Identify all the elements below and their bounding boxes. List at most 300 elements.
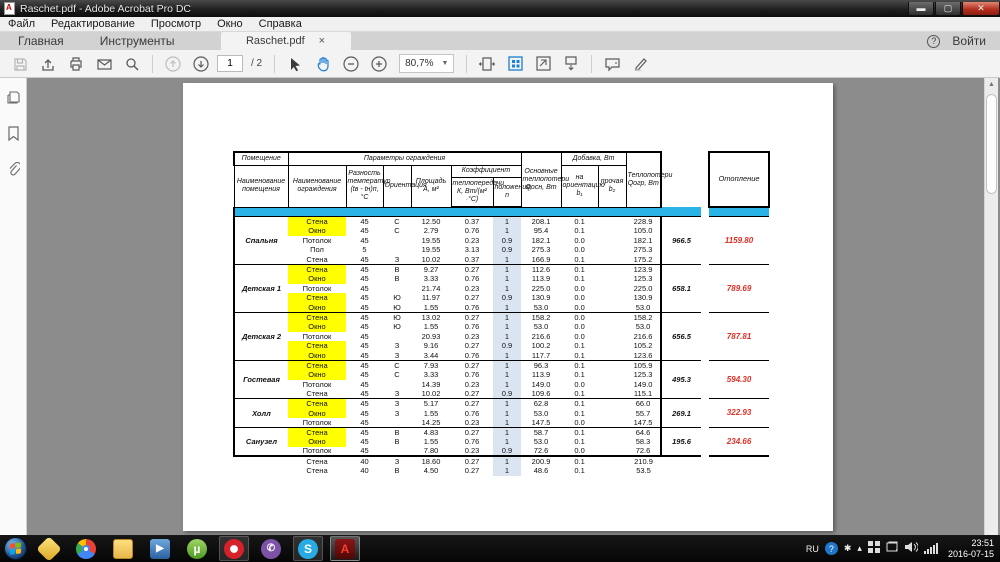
qosn-cell: 112.6: [521, 265, 561, 275]
k-cell: 0.27: [464, 293, 480, 303]
area-cell: 5.17: [411, 399, 451, 409]
qosn-cell: 158.2: [521, 313, 561, 323]
taskbar-explorer-icon[interactable]: [108, 536, 138, 561]
b2-cell: [598, 399, 626, 409]
orient-cell: [383, 332, 411, 342]
heating-total-cell: 322.93: [709, 399, 769, 428]
qogr-cell: 216.6: [626, 332, 661, 342]
group-total-cell: 495.3: [661, 361, 701, 399]
qogr-cell: 125.3: [626, 274, 661, 284]
area-cell: 20.93: [421, 331, 441, 341]
b1-cell: 0.1: [574, 466, 585, 476]
k-cell: 0.27: [464, 389, 480, 399]
n-cell: 1: [493, 313, 521, 323]
b1-cell: 0.1: [574, 437, 585, 447]
qosn-cell: 96.3: [521, 361, 561, 371]
qogr-cell: 58.3: [626, 437, 661, 447]
close-button[interactable]: ✕: [962, 2, 1000, 16]
email-icon[interactable]: [92, 53, 116, 75]
b1-cell: 0.1: [574, 408, 585, 418]
k-cell: 0.23: [464, 417, 480, 427]
area-cell: 13.02: [411, 313, 451, 323]
qogr-cell: 115.1: [626, 389, 661, 399]
k-cell: 0.27: [451, 265, 493, 275]
b1-cell: 0.1: [561, 428, 598, 438]
orient-cell: В: [394, 466, 400, 476]
heating-total-cell: 594.30: [709, 361, 769, 399]
comment-icon[interactable]: [600, 53, 624, 75]
speaker-icon[interactable]: [904, 540, 918, 558]
dt-cell: 45: [346, 361, 383, 371]
n-cell: 1: [493, 303, 521, 313]
spacer-cell: [701, 207, 709, 217]
n-cell: 0.9: [493, 293, 521, 303]
n-cell: 1: [493, 284, 521, 294]
b2-cell: [598, 447, 626, 457]
area-cell: 1.55: [423, 322, 439, 332]
k-cell: 0.23: [464, 379, 480, 389]
n-cell: 0.9: [493, 447, 521, 457]
share-upload-icon[interactable]: [36, 53, 60, 75]
qogr-cell: 175.2: [626, 255, 661, 265]
qosn-cell: 166.9: [531, 254, 551, 264]
qogr-cell: 228.9: [626, 217, 661, 227]
header-params-group: Параметры ограждения: [288, 152, 521, 165]
n-cell: 1: [493, 255, 521, 265]
spacer-cell: [701, 313, 709, 361]
qogr-cell: 158.2: [626, 313, 661, 323]
n-cell: 1: [493, 456, 521, 466]
scrollbar-thumb[interactable]: [986, 94, 997, 194]
n-cell: 1: [493, 370, 521, 380]
room-name-cell: Детская 1: [234, 265, 288, 313]
acrobat-document-icon: [4, 2, 15, 15]
b1-cell: 0.0: [574, 235, 585, 245]
taskbar-acrobat-icon[interactable]: A: [330, 536, 360, 561]
heating-total-cell: 1159.80: [709, 217, 769, 265]
qogr-cell: 123.6: [626, 351, 661, 361]
search-icon[interactable]: [120, 53, 144, 75]
save-icon[interactable]: [8, 53, 32, 75]
tray-date: 2016-07-15: [947, 548, 994, 559]
spacer-cell: [701, 217, 709, 265]
menu-view[interactable]: Просмотр: [150, 18, 202, 30]
group-total-cell: 195.6: [661, 428, 701, 457]
b2-cell: [598, 274, 626, 284]
b1-cell: 0.1: [561, 399, 598, 409]
taskbar-yellow-app-icon[interactable]: [34, 536, 64, 561]
b1-cell: 0.1: [574, 456, 585, 466]
next-page-icon[interactable]: [189, 53, 213, 75]
qosn-cell: 225.0: [531, 283, 551, 293]
qogr-cell: 105.9: [626, 361, 661, 371]
k-cell: 0.27: [451, 428, 493, 438]
chevron-down-icon: ▼: [441, 60, 449, 67]
b2-cell: [598, 217, 626, 227]
b1-cell: 0.1: [574, 254, 585, 264]
spacer-cell: [701, 456, 709, 466]
qosn-cell: 62.8: [521, 399, 561, 409]
taskbar-viber-icon[interactable]: ✆: [256, 536, 286, 561]
area-cell: 9.27: [411, 265, 451, 275]
area-cell: 1.55: [423, 437, 439, 447]
taskbar-media-player-icon[interactable]: ▶: [145, 536, 175, 561]
area-cell: 19.55: [421, 245, 441, 255]
area-cell: 7.80: [411, 447, 451, 457]
orient-cell: [383, 418, 411, 428]
tray-app-icon[interactable]: ✱: [843, 543, 852, 553]
table-row: [234, 428, 769, 438]
qosn-cell: 48.6: [533, 466, 549, 476]
tray-clock[interactable]: [944, 538, 994, 560]
qogr-cell: 149.0: [626, 380, 661, 390]
spacer-cell: [701, 361, 709, 399]
qogr-cell: 55.7: [626, 408, 661, 418]
b2-cell: [598, 293, 626, 303]
orient-cell: С: [394, 370, 400, 380]
b2-cell: [598, 389, 626, 399]
zoom-level-dropdown[interactable]: [399, 54, 454, 73]
room-name-cell: Холл: [234, 399, 288, 428]
fit-page-icon[interactable]: [503, 53, 527, 75]
help-icon[interactable]: ?: [927, 35, 940, 48]
previous-page-icon[interactable]: [161, 53, 185, 75]
menu-help[interactable]: Справка: [258, 18, 302, 30]
k-cell: 0.27: [451, 313, 493, 323]
taskbar: [0, 535, 1000, 562]
room-name-cell: Санузел: [234, 428, 288, 457]
n-cell: 1: [493, 226, 521, 236]
dt-cell: 45: [346, 399, 383, 409]
k-cell: 0.76: [464, 302, 480, 312]
b2-cell: [598, 226, 626, 236]
n-cell: 1: [493, 265, 521, 275]
dt-cell: 45: [360, 341, 369, 351]
b1-cell: 0.1: [574, 389, 585, 399]
orient-cell: Ю: [383, 313, 411, 323]
zoom-out-icon[interactable]: [339, 53, 363, 75]
construction-cell: Потолок: [302, 283, 332, 293]
qosn-cell: 216.6: [531, 331, 551, 341]
b1-cell: 0.1: [574, 341, 585, 351]
header-dt: Разность температур (tв - tн)п, °С: [346, 165, 383, 207]
language-indicator[interactable]: RU: [805, 543, 819, 554]
group-total-cell: [661, 456, 701, 466]
construction-cell: Стена: [306, 456, 328, 466]
area-cell: 3.33: [423, 370, 439, 380]
header-ogr: Наименование ограждения: [288, 165, 346, 207]
pdf-page: [183, 83, 833, 531]
b1-cell: 0.0: [574, 293, 585, 303]
construction-cell: Потолок: [302, 331, 332, 341]
construction-cell: Потолок: [302, 235, 332, 245]
header-area: Площадь А, м²: [411, 165, 451, 207]
dt-cell: 45: [360, 293, 369, 303]
taskbar-utorrent-icon[interactable]: µ: [182, 536, 212, 561]
table-row: [234, 313, 769, 323]
construction-cell: Окно: [288, 370, 346, 380]
header-b1: на ориентацию b₁: [561, 165, 598, 207]
b1-cell: 0.1: [561, 217, 598, 227]
start-button[interactable]: [4, 537, 27, 560]
dt-cell: 45: [360, 408, 369, 418]
orient-cell: В: [394, 437, 400, 447]
vertical-scrollbar[interactable]: [984, 78, 998, 535]
construction-cell: Окно: [288, 322, 346, 332]
area-cell: 2.79: [423, 226, 439, 236]
room-name-cell: Детская 2: [234, 313, 288, 361]
dt-cell: 45: [346, 447, 383, 457]
b1-cell: 0.0: [574, 417, 585, 427]
hidden-icons-chevron-icon[interactable]: ▴: [857, 543, 862, 553]
room-name-cell: Гостевая: [234, 361, 288, 399]
page-thumbnails-icon[interactable]: [6, 90, 21, 110]
toolbar-divider: [466, 55, 467, 73]
spacer-cell: [701, 265, 709, 313]
sign-in-button[interactable]: Войти: [952, 34, 986, 48]
dt-cell: 45: [360, 226, 369, 236]
window-controls: [907, 2, 1000, 16]
page-total-label: / 2: [251, 58, 263, 69]
orient-cell: С: [394, 226, 400, 236]
network-signal-icon[interactable]: [924, 544, 938, 554]
b2-cell: [598, 236, 626, 246]
header-spacer: [701, 152, 709, 207]
qosn-cell: 113.9: [531, 370, 551, 380]
scroll-mode-icon[interactable]: [559, 53, 583, 75]
qogr-cell: 182.1: [626, 236, 661, 246]
dt-cell: 45: [360, 302, 369, 312]
menu-edit[interactable]: Редактирование: [51, 18, 135, 30]
area-cell: 19.55: [421, 235, 441, 245]
group-total-cell: 269.1: [661, 399, 701, 428]
qosn-cell: 100.2: [531, 341, 551, 351]
k-cell: 0.76: [464, 226, 480, 236]
taskbar-skype-icon[interactable]: S: [293, 536, 323, 561]
spacer-cell: [701, 466, 709, 476]
b1-cell: 0.0: [561, 447, 598, 457]
n-cell: 1: [493, 418, 521, 428]
tray-help-icon[interactable]: ?: [825, 542, 838, 555]
heat-loss-table: [233, 151, 770, 476]
document-area: [0, 78, 1000, 535]
orient-cell: В: [383, 265, 411, 275]
n-cell: 1: [493, 466, 521, 476]
qosn-cell: 72.6: [521, 447, 561, 457]
fullscreen-icon[interactable]: [531, 53, 555, 75]
b1-cell: 0.1: [574, 226, 585, 236]
tray-time: 23:51: [971, 537, 994, 548]
orient-cell: Ю: [393, 322, 401, 332]
dt-cell: 45: [360, 437, 369, 447]
select-tool-icon[interactable]: [283, 53, 307, 75]
heating-total-cell: [709, 456, 769, 466]
n-cell: 1: [493, 408, 521, 418]
qosn-cell: 200.9: [531, 456, 551, 466]
k-cell: 0.76: [464, 370, 480, 380]
qogr-cell: 105.2: [626, 341, 661, 351]
table-row: [234, 265, 769, 275]
k-cell: 3.13: [464, 245, 480, 255]
qosn-cell: 117.7: [531, 350, 551, 360]
k-cell: 0.27: [451, 399, 493, 409]
attachments-icon[interactable]: [7, 162, 20, 182]
heating-total-cell: 787.81: [709, 313, 769, 361]
qosn-cell: 53.0: [533, 408, 549, 418]
construction-cell: Потолок: [302, 379, 332, 389]
tab-document[interactable]: [221, 32, 351, 50]
taskbar-chrome-icon[interactable]: [71, 536, 101, 561]
b1-cell: 0.0: [561, 313, 598, 323]
b2-cell: [598, 466, 626, 476]
k-cell: 0.23: [451, 447, 493, 457]
taskbar-opera-icon[interactable]: [219, 536, 249, 561]
dt-cell: 45: [360, 274, 369, 284]
k-cell: 0.76: [464, 350, 480, 360]
header-qogr: Теплопотери Qогр, Вт: [626, 152, 661, 207]
b2-cell: [598, 408, 626, 418]
orient-cell: [383, 236, 411, 246]
table-row: [234, 217, 769, 227]
construction-cell: Стена: [288, 341, 346, 351]
toolbar: [0, 50, 1000, 78]
orient-cell: З: [394, 254, 400, 264]
orient-cell: З: [394, 341, 400, 351]
toolbar-divider: [591, 55, 592, 73]
construction-cell: Окно: [288, 351, 346, 361]
tab-bar: [0, 32, 1000, 50]
maximize-button[interactable]: ▢: [935, 2, 961, 16]
b2-cell: [598, 284, 626, 294]
area-cell: 4.83: [411, 428, 451, 438]
b2-cell: [598, 418, 626, 428]
construction-cell: Окно: [288, 226, 346, 236]
qogr-cell: 225.0: [626, 284, 661, 294]
qosn-cell: 109.6: [531, 389, 551, 399]
tab-tools[interactable]: Инструменты: [99, 34, 175, 48]
area-cell: 3.33: [423, 274, 439, 284]
header-heating: Отопление: [709, 152, 769, 207]
construction-cell: Пол: [310, 245, 324, 255]
n-cell: 1: [493, 428, 521, 438]
header-room-group: Помещение: [234, 152, 288, 165]
qogr-cell: 125.3: [626, 370, 661, 380]
minimize-button[interactable]: ▬: [908, 2, 934, 16]
tab-home[interactable]: Главная: [18, 34, 64, 48]
header-coef-group: Коэффициент: [451, 165, 521, 177]
construction-cell: Стена: [288, 217, 346, 227]
qosn-cell: 53.0: [533, 302, 549, 312]
qosn-cell: 182.1: [531, 235, 551, 245]
group-total-cell: 656.5: [661, 313, 701, 361]
orient-cell: С: [383, 361, 411, 371]
n-cell: 1: [493, 399, 521, 409]
construction-cell: Стена: [306, 466, 328, 476]
dt-cell: 45: [360, 322, 369, 332]
header-orient: Ориентация: [383, 165, 411, 207]
dt-cell: 45: [346, 265, 383, 275]
fit-width-icon[interactable]: [475, 53, 499, 75]
print-icon[interactable]: [64, 53, 88, 75]
b2-cell: [598, 341, 626, 351]
construction-cell: Стена: [306, 389, 328, 399]
group-total-cell: 966.5: [661, 217, 701, 265]
tray-windows-icon[interactable]: [868, 540, 880, 558]
header-room: Наименование помещения: [234, 165, 288, 207]
k-cell: 0.76: [464, 274, 480, 284]
table-header: [234, 152, 769, 207]
dt-cell: 45: [360, 350, 369, 360]
qosn-cell: 53.0: [533, 322, 549, 332]
page-number-input[interactable]: [217, 55, 243, 72]
close-tab-icon[interactable]: ×: [318, 35, 326, 47]
menu-file[interactable]: Файл: [8, 18, 36, 30]
zoom-in-icon[interactable]: [367, 53, 391, 75]
area-cell: 1.55: [423, 302, 439, 312]
b2-cell: [598, 380, 626, 390]
scroll-up-icon[interactable]: ▲: [988, 81, 995, 88]
table-body: [234, 207, 769, 476]
header-qosn: Основные теплопотери Qосн, Вт: [521, 152, 561, 207]
group-total-cell: [661, 466, 701, 476]
bookmarks-icon[interactable]: [7, 126, 20, 146]
k-cell: 0.76: [464, 322, 480, 332]
construction-cell: Стена: [288, 313, 346, 323]
b2-cell: [598, 322, 626, 332]
zoom-level-value: 80,7%: [405, 58, 434, 69]
qosn-cell: 113.9: [531, 274, 551, 284]
orient-cell: В: [383, 428, 411, 438]
orient-cell: В: [394, 274, 400, 284]
dt-cell: 45: [360, 235, 369, 245]
room-name-cell: [234, 456, 288, 466]
b1-cell: 0.0: [574, 302, 585, 312]
b2-cell: [598, 361, 626, 371]
highlighter-icon[interactable]: [628, 53, 652, 75]
n-cell: 1: [493, 217, 521, 227]
heating-total-cell: 789.69: [709, 265, 769, 313]
dt-cell: 45: [346, 217, 383, 227]
tab-document-label: Raschet.pdf: [245, 35, 305, 47]
qogr-cell: 275.3: [626, 245, 661, 255]
b1-cell: 0.0: [574, 322, 585, 332]
k-cell: 0.27: [464, 456, 480, 466]
hand-tool-icon[interactable]: [311, 53, 335, 75]
b2-cell: [598, 303, 626, 313]
orient-cell: З: [394, 350, 400, 360]
orient-cell: З: [394, 389, 400, 399]
b1-cell: 0.1: [561, 265, 598, 275]
construction-cell: Окно: [288, 408, 346, 418]
n-cell: 0.9: [493, 341, 521, 351]
n-cell: 1: [493, 361, 521, 371]
titlebar: [0, 0, 1000, 17]
menu-window[interactable]: Окно: [217, 18, 243, 30]
qosn-cell: 147.5: [531, 417, 551, 427]
table-row: [234, 361, 769, 371]
k-cell: 0.37: [464, 254, 480, 264]
qosn-cell: 208.1: [521, 217, 561, 227]
construction-cell: Стена: [288, 293, 346, 303]
dt-cell: 45: [360, 254, 369, 264]
action-center-icon[interactable]: [886, 540, 898, 558]
n-cell: 1: [493, 322, 521, 332]
b2-cell: [598, 245, 626, 255]
orient-cell: Ю: [393, 302, 401, 312]
k-cell: 0.23: [464, 331, 480, 341]
construction-cell: Потолок: [302, 417, 332, 427]
navigation-pane: [0, 78, 27, 535]
